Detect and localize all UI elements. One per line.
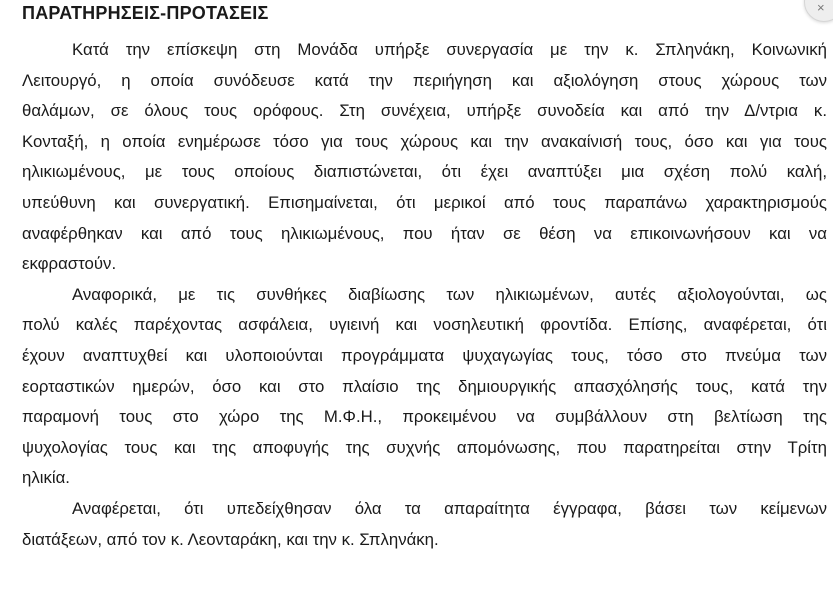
paragraph-2-line-5: παραμονή τους στο χώρο της Μ.Φ.Η., προκειμένου να συμβάλλουν στη βελτίωση της	[22, 407, 827, 427]
close-icon: ×	[817, 0, 825, 15]
paragraph-2-line-1: Αναφορικά, με τις συνθήκες διαβίωσης των ηλικιωμένων, αυτές αξιολογούνται, ως	[72, 284, 827, 304]
paragraph-1-line-3: θαλάμων, σε όλους τους ορόφους. Στη συνέχεια, υπήρξε συνοδεία και από την Δ/ντρια κ.	[22, 101, 827, 121]
paragraph-2-line-6: ψυχολογίας τους και της αποφυγής της συχνής απομόνωσης, που παρατηρείται στην Τρίτη	[22, 437, 827, 457]
paragraph-2-line-3: έχουν αναπτυχθεί και υλοποιούνται προγράμματα ψυχαγωγίας τους, τόσο στο πνεύμα των	[22, 345, 827, 365]
body-text	[22, 35, 827, 555]
paragraph-1-line-4: Κονταξή, η οποία ενημέρωσε τόσο για τους χώρους και την ανακαίνισή τους, όσο και για τους	[22, 131, 827, 151]
paragraph-1-line-5: ηλικιωμένους, με τους οποίους διαπιστώνεται, ότι έχει αναπτύξει μια σχέση πολύ καλή,	[22, 162, 827, 182]
paragraph-2-line-4: εορταστικών ημερών, όσο και στο πλαίσιο της δημιουργικής απασχόλησής τους, κατά την	[22, 376, 827, 396]
paragraph-2-line-2: πολύ καλές παρέχοντας ασφάλεια, υγιεινή και νοσηλευτική φροντίδα. Επίσης, αναφέρεται, ότι	[22, 315, 827, 335]
paragraph-2-line-7: ηλικία.	[22, 468, 70, 488]
paragraph-3-line-2: διατάξεων, από τον κ. Λεονταράκη, και την κ. Σπληνάκη.	[22, 529, 439, 549]
paragraph-1-line-8: εκφραστούν.	[22, 254, 117, 274]
paragraph-1-line-1: Κατά την επίσκεψη στη Μονάδα υπήρξε συνεργασία με την κ. Σπληνάκη, Κοινωνική	[72, 40, 827, 59]
close-button[interactable]	[804, 0, 833, 22]
paragraph-1-line-6: υπεύθυνη και συνεργατική. Επισημαίνεται, ότι μερικοί από τους παραπάνω χαρακτηρισμούς	[22, 192, 827, 212]
paragraph-3-line-1: Αναφέρεται, ότι υπεδείχθησαν όλα τα απαραίτητα έγγραφα, βάσει των κείμενων	[72, 498, 827, 518]
paragraph-1-line-2: Λειτουργό, η οποία συνόδευσε κατά την περιήγηση και αξιολόγηση στους χώρους των	[22, 70, 827, 90]
paragraph-1-line-7: αναφέρθηκαν και από τους ηλικιωμένους, που ήταν σε θέση να επικοινωνήσουν και να	[22, 223, 827, 243]
section-heading: ΠΑΡΑΤΗΡΗΣΕΙΣ-ΠΡΟΤΑΣΕΙΣ	[22, 3, 269, 23]
